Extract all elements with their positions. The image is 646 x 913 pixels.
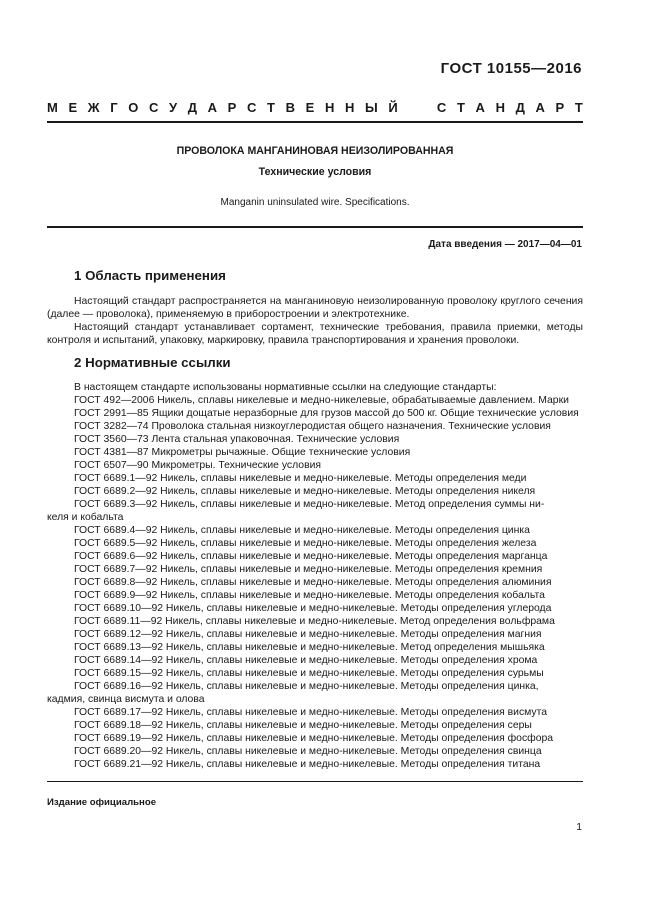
interstate-letter: Е	[68, 100, 78, 115]
english-title: Manganin uninsulated wire. Specifications.	[220, 197, 410, 208]
reference-item: ГОСТ 6689.17—92 Никель, сплавы никелевые и медно-никелевые. Методы определения висмута	[74, 707, 548, 718]
gost-number: ГОСТ 10155—2016	[440, 60, 582, 77]
reference-item: ГОСТ 6689.18—92 Никель, сплавы никелевые и медно-никелевые. Методы определения серы	[74, 720, 532, 731]
reference-item: ГОСТ 4381—87 Микрометры рычажные. Общие технические условия	[74, 447, 411, 458]
interstate-letter: Ж	[87, 100, 100, 115]
reference-item: ГОСТ 3560—73 Лента стальная упаковочная. Технические условия	[74, 434, 400, 445]
header-divider	[47, 121, 583, 123]
interstate-letter: С	[148, 100, 159, 115]
interstate-letter: Т	[574, 100, 583, 115]
reference-item: ГОСТ 6689.21—92 Никель, сплавы никелевые и медно-никелевые. Методы определения титана	[74, 759, 541, 770]
footer-divider	[47, 781, 583, 782]
official-edition-label: Издание официальное	[47, 797, 157, 808]
interstate-word-gap	[408, 100, 412, 115]
section-1-body	[47, 295, 583, 347]
reference-item: ГОСТ 6689.13—92 Никель, сплавы никелевые и медно-никелевые. Метод определения мышьяка	[74, 642, 545, 653]
reference-item: ГОСТ 6689.20—92 Никель, сплавы никелевые и медно-никелевые. Методы определения свинца	[74, 746, 542, 757]
interstate-letter: Н	[324, 100, 335, 115]
references-container	[47, 394, 583, 771]
interstate-letter: Н	[344, 100, 355, 115]
interstate-letter: Т	[456, 100, 465, 115]
interstate-letter: С	[246, 100, 257, 115]
reference-item: ГОСТ 6689.12—92 Никель, сплавы никелевые и медно-никелевые. Методы определения магния	[74, 629, 542, 640]
interstate-letter: Т	[267, 100, 275, 115]
reference-item: ГОСТ 6689.6—92 Никель, сплавы никелевые и медно-никелевые. Методы определения марганца	[74, 551, 548, 562]
reference-item: ГОСТ 2991—85 Ящики дощатые неразборные для грузов массой до 500 кг. Общие технические условия	[74, 408, 579, 419]
reference-item: ГОСТ 3282—74 Проволока стальная низкоуглеродистая общего назначения. Технические условия	[74, 421, 551, 432]
reference-item: ГОСТ 6689.15—92 Никель, сплавы никелевые и медно-никелевые. Методы определения сурьмы	[74, 668, 544, 679]
interstate-letter: Е	[305, 100, 315, 115]
introduction-date: Дата введения — 2017—04—01	[428, 239, 582, 250]
reference-item: ГОСТ 6689.4—92 Никель, сплавы никелевые и медно-никелевые. Методы определения цинка	[74, 525, 530, 536]
interstate-letter: У	[169, 100, 178, 115]
reference-item: ГОСТ 6689.1—92 Никель, сплавы никелевые и медно-никелевые. Методы определения меди	[74, 473, 527, 484]
reference-item: ГОСТ 6689.11—92 Никель, сплавы никелевые и медно-никелевые. Метод определения вольфрама	[74, 616, 555, 627]
title-divider	[47, 226, 583, 228]
document-subtitle: Технические условия	[258, 166, 372, 178]
interstate-letter: Г	[110, 100, 118, 115]
interstate-letter: С	[436, 100, 447, 115]
section-1-paragraph: Настоящий стандарт распространяется на манганиновую неизолированную проволоку круглого сечения (далее — проволока), применяемую в приборостроении и электротехнике.	[47, 296, 583, 320]
references-intro: В настоящем стандарте использованы нормативные ссылки на следующие стандарты:	[74, 382, 497, 393]
page-number: 1	[576, 822, 582, 833]
interstate-letter: В	[285, 100, 295, 115]
reference-item: ГОСТ 6689.16—92 Никель, сплавы никелевые и медно-никелевые. Методы определения цинка,	[74, 681, 539, 692]
section-1-paragraph: Настоящий стандарт устанавливает сортамент, технические требования, правила приемки, методы контроля и испытаний, упаковку, маркировку, правила транспортирования и хранения проволоки.	[47, 322, 583, 346]
interstate-letter: Н	[495, 100, 505, 115]
interstate-letter: Ы	[365, 100, 378, 115]
document-title: ПРОВОЛОКА МАНГАНИНОВАЯ НЕИЗОЛИРОВАННАЯ	[176, 145, 454, 157]
interstate-letter: А	[475, 100, 485, 115]
interstate-letter: А	[207, 100, 218, 115]
interstate-word-gap	[423, 100, 427, 115]
section-2-heading: 2 Нормативные ссылки	[74, 355, 231, 370]
reference-continuation: келя и кобальта	[47, 512, 124, 523]
reference-item: ГОСТ 6689.2—92 Никель, сплавы никелевые и медно-никелевые. Методы определения никеля	[74, 486, 536, 497]
reference-item: ГОСТ 6507—90 Микрометры. Технические условия	[74, 460, 322, 471]
interstate-letter: Р	[227, 100, 237, 115]
interstate-letter: Й	[388, 100, 398, 115]
interstate-letter: Д	[515, 100, 525, 115]
section-1-heading: 1 Область применения	[74, 268, 226, 283]
normative-references-list	[47, 381, 583, 771]
reference-continuation: кадмия, свинца висмута и олова	[47, 694, 205, 705]
reference-item: ГОСТ 6689.8—92 Никель, сплавы никелевые и медно-никелевые. Методы определения алюминия	[74, 577, 552, 588]
interstate-standard-heading	[47, 100, 583, 115]
reference-item: ГОСТ 6689.9—92 Никель, сплавы никелевые и медно-никелевые. Методы определения кобальта	[74, 590, 545, 601]
reference-item: ГОСТ 6689.3—92 Никель, сплавы никелевые и медно-никелевые. Метод определения суммы ни-	[74, 499, 545, 510]
interstate-letter: М	[47, 100, 58, 115]
interstate-letter: О	[128, 100, 139, 115]
interstate-letter: Р	[555, 100, 565, 115]
reference-item: ГОСТ 6689.7—92 Никель, сплавы никелевые и медно-никелевые. Методы определения кремния	[74, 564, 543, 575]
reference-item: ГОСТ 6689.14—92 Никель, сплавы никелевые и медно-никелевые. Методы определения хрома	[74, 655, 538, 666]
reference-item: ГОСТ 6689.10—92 Никель, сплавы никелевые и медно-никелевые. Методы определения углерода	[74, 603, 552, 614]
interstate-letter: Д	[187, 100, 197, 115]
reference-item: ГОСТ 492—2006 Никель, сплавы никелевые и медно-никелевые, обрабатываемые давлением. Марки	[74, 395, 569, 406]
reference-item: ГОСТ 6689.5—92 Никель, сплавы никелевые и медно-никелевые. Методы определения железа	[74, 538, 537, 549]
reference-item: ГОСТ 6689.19—92 Никель, сплавы никелевые и медно-никелевые. Методы определения фосфора	[74, 733, 554, 744]
interstate-letter: А	[535, 100, 545, 115]
